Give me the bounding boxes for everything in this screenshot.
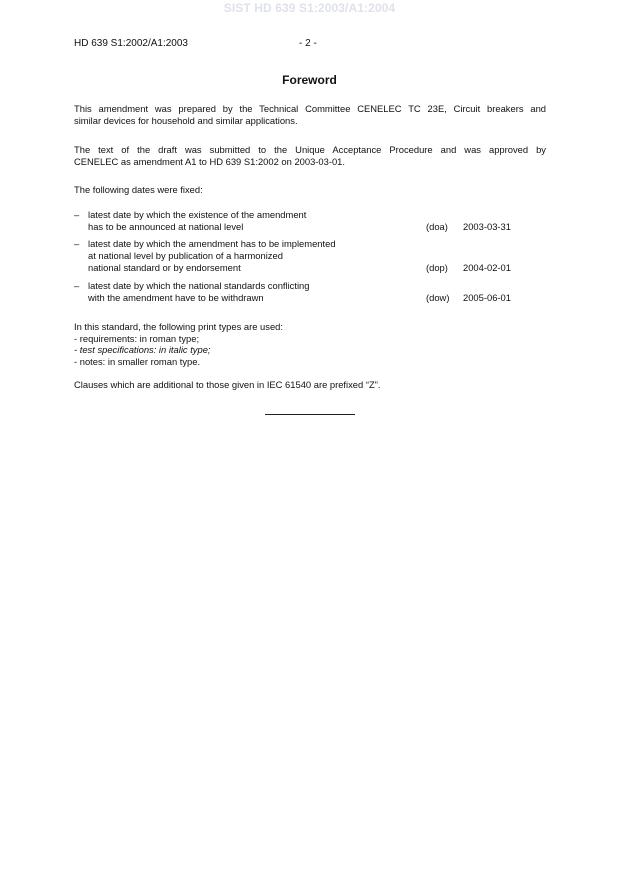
date-value: 2004-02-01: [463, 262, 511, 273]
paragraph-dates-intro: [74, 184, 546, 196]
paragraph-line: This amendment was prepared by the Technical Committee CENELEC TC 23E, Circuit breakers and: [74, 103, 546, 114]
date-value: 2003-03-31: [463, 221, 511, 232]
document-id: HD 639 S1:2002/A1:2003: [74, 38, 188, 49]
date-description-line: latest date by which the national standards conflicting: [88, 280, 310, 291]
date-value: 2005-06-01: [463, 292, 511, 303]
page-title: Foreword: [282, 73, 337, 87]
dash-bullet: –: [74, 280, 80, 291]
paragraph-line: CENELEC as amendment A1 to HD 639 S1:2002 on 2003-03-01.: [74, 156, 345, 167]
date-abbreviation: (doa): [426, 221, 448, 232]
date-description: [88, 238, 418, 274]
print-types-intro: In this standard, the following print types are used:: [74, 321, 283, 332]
date-description-line: with the amendment have to be withdrawn: [88, 292, 264, 303]
watermark: SIST HD 639 S1:2003/A1:2004: [223, 1, 396, 15]
date-description: [88, 209, 418, 233]
paragraph-line: The text of the draft was submitted to the Unique Acceptance Procedure and was approved by: [74, 144, 546, 155]
dash-bullet: –: [74, 238, 80, 249]
print-type-notes: - notes: in smaller roman type.: [74, 355, 201, 367]
date-description-line: at national level by publication of a harmonized: [88, 250, 283, 261]
date-description-line: latest date by which the amendment has to be implemented: [88, 238, 336, 249]
paragraph-committee: [74, 103, 546, 127]
end-rule-divider: [265, 414, 355, 415]
date-description: [88, 280, 418, 304]
date-abbreviation: (dop): [426, 262, 448, 273]
date-description-line: has to be announced at national level: [88, 221, 244, 232]
paragraph-approval: [74, 144, 546, 168]
dash-bullet: –: [74, 209, 80, 220]
print-types-section: [74, 321, 283, 367]
date-abbreviation: (dow): [426, 292, 450, 303]
page-number: - 2 -: [299, 38, 317, 49]
clauses-note: Clauses which are additional to those given in IEC 61540 are prefixed “Z”.: [74, 379, 381, 390]
date-description-line: national standard or by endorsement: [88, 262, 241, 273]
print-type-test-specifications: - test specifications: in italic type;: [74, 344, 211, 355]
print-type-requirements: - requirements: in roman type;: [74, 332, 200, 344]
paragraph-line: The following dates were fixed:: [74, 184, 203, 195]
paragraph-line: similar devices for household and similar applications.: [74, 115, 298, 126]
date-description-line: latest date by which the existence of the amendment: [88, 209, 307, 220]
